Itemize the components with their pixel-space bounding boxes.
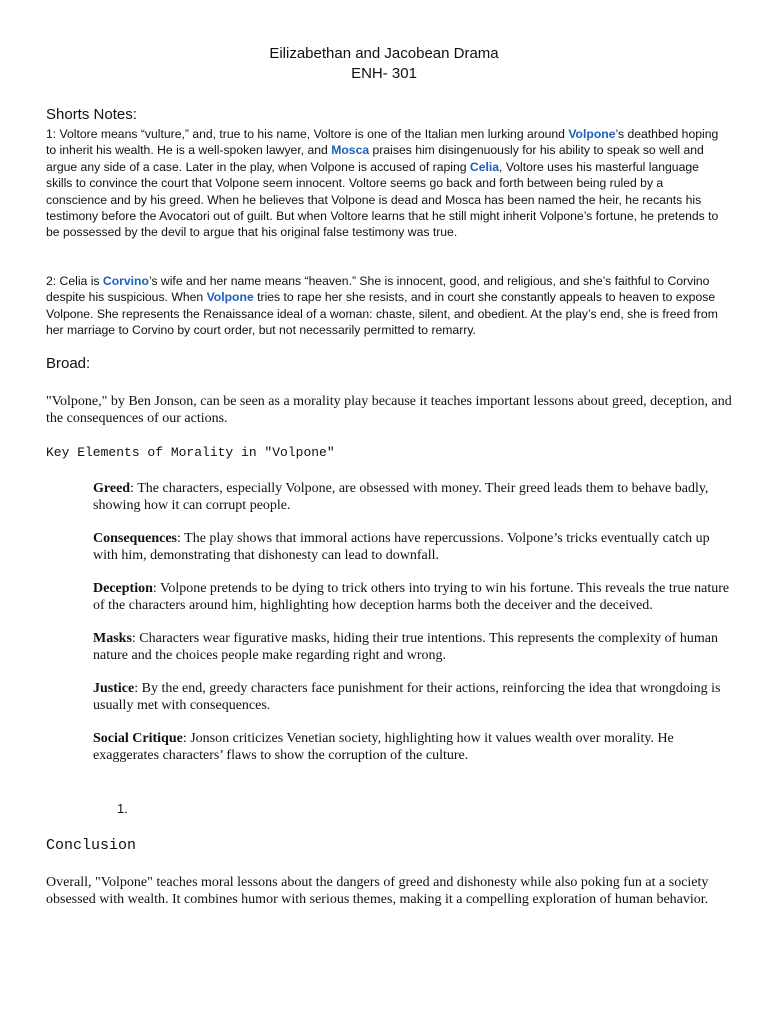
element-term: Justice [93,681,135,696]
note-voltore [46,126,726,241]
element-term: Deception [93,581,153,596]
element-text: : Characters wear figurative masks, hiding their true intentions. This represents the complexity of human nature and the choices people make regarding right and wrong. [93,631,718,663]
key-elements-heading: Key Elements of Morality in "Volpone" [46,445,335,460]
element-text: : Jonson criticizes Venetian society, highlighting how it values wealth over morality. He exaggerates characters’ flaws to show the corruption of the culture. [93,731,674,763]
element-justice [93,680,733,714]
note-celia [46,273,726,339]
keyword-mosca: Mosca [331,143,370,158]
element-consequences [93,530,733,564]
element-term: Masks [93,631,132,646]
element-deception [93,580,733,614]
element-text: : Volpone pretends to be dying to trick others into trying to win his fortune. This reveals the true nature of the characters around him, highlighting how deception harms both the deceiver and the deceived. [93,581,730,613]
keyword-celia: Celia [469,159,500,174]
element-term: Social Critique [93,731,183,746]
element-text: : By the end, greedy characters face punishment for their actions, reinforcing the idea that wrongdoing is usually met with consequences. [93,681,721,713]
element-masks [93,630,733,664]
title-block [0,44,768,84]
broad-heading: Broad: [46,355,91,372]
note2-text-3: tries to rape her she resists, and in court she constantly appeals to heaven to expose Volpone. She represents the Renaissance ideal of a woman: chaste, silent, and obedient. At the play’s end, she is freed from her marriage to Corvino by court order, but not necessarily permitted to remarry. [46,290,718,338]
keyword-corvino: Corvino [102,274,149,288]
short-notes-heading: Shorts Notes: [46,106,137,123]
element-term: Greed [93,481,131,496]
note1-text-3: praises him disingenuously for his ability to speak so well and argue any side of a case. Later in the play, when Volpone is accused of raping [46,143,704,174]
element-text: : The characters, especially Volpone, are obsessed with money. Their greed leads them to behave badly, showing how it can corrupt people. [93,481,709,513]
keyword-volpone-2: Volpone [206,290,254,305]
element-text: : The play shows that immoral actions have repercussions. Volpone’s tricks eventually catch up with him, demonstrating that dishonesty can lead to downfall. [93,531,710,563]
course-code: ENH- 301 [351,65,417,82]
element-social-critique [93,730,733,764]
note2-text-2: ’s wife and her name means “heaven.” She is innocent, good, and religious, and she’s faithful to Corvino despite his suspicious. When [46,274,710,305]
element-term: Consequences [93,531,178,546]
conclusion-heading: Conclusion [46,837,137,854]
conclusion-text: Overall, "Volpone" teaches moral lessons about the dangers of greed and dishonesty while also poking fun at a society obsessed with wealth. It combines humor with serious themes, making it a compelling exploration of human behavior. [46,875,709,907]
elements-list [93,480,733,780]
document-title: Eilizabethan and Jacobean Drama [269,45,499,62]
note1-text-2: ’s deathbed hoping to inherit his wealth. He is a well-spoken lawyer, and [46,127,719,158]
broad-intro: "Volpone," by Ben Jonson, can be seen as a morality play because it teaches important lessons about greed, deception, and the consequences of our actions. [46,394,732,426]
note2-text-1: 2: Celia is [46,274,103,288]
note1-text-4: , Voltore uses his masterful language skills to convince the court that Volpone seem innocent. Voltore seems go back and forth between being ruled by a conscience and by his greed. When he believes that Volpone is dead and Mosca has been named the heir, he recants his testimony before the Avocatori out of guilt. But when Voltore learns that he still might inherit Volpone’s fortune, he pretends to be possessed by the devil to argue that his original false testimony was true. [46,159,719,240]
empty-list-number: 1. [117,801,128,816]
element-greed [93,480,733,514]
keyword-volpone: Volpone [568,127,616,141]
note1-text-1: 1: Voltore means “vulture,” and, true to his name, Voltore is one of the Italian men lurking around [46,127,569,141]
